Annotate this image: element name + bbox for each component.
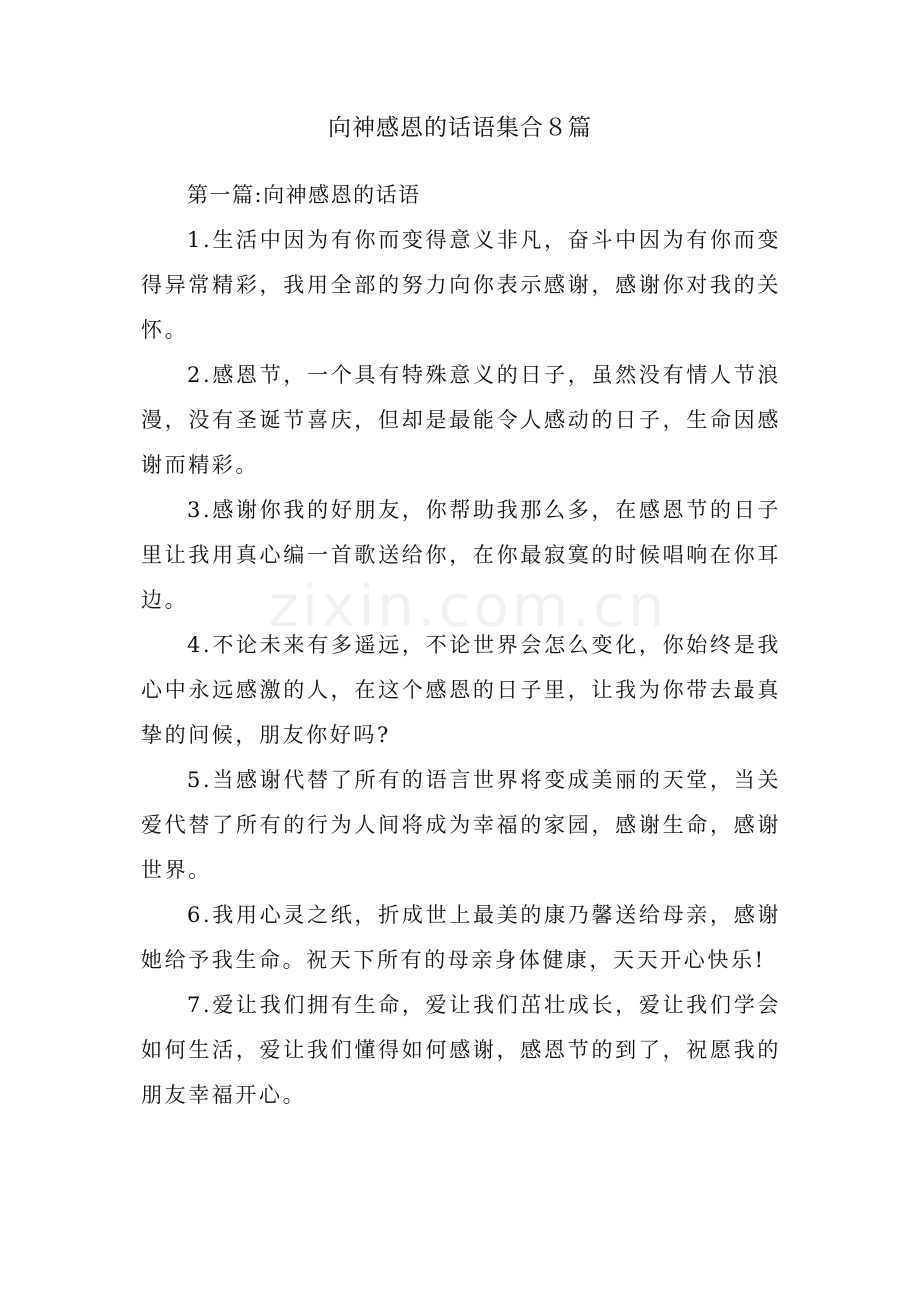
paragraph-6: 6.我用心灵之纸，折成世上最美的康乃馨送给母亲，感谢她给予我生命。祝天下所有的母亲身体健康，天天开心快乐!	[141, 903, 781, 972]
paragraph-7: 7.爱让我们拥有生命，爱让我们茁壮成长，爱让我们学会如何生活，爱让我们懂得如何感谢，感恩节的到了，祝愿我的朋友幸福开心。	[141, 993, 781, 1107]
paragraph-2: 2.感恩节，一个具有特殊意义的日子，虽然没有情人节浪漫，没有圣诞节喜庆，但却是最能令人感动的日子，生命因感谢而精彩。	[141, 363, 781, 477]
paragraph-3: 3.感谢你我的好朋友，你帮助我那么多，在感恩节的日子里让我用真心编一首歌送给你，在你最寂寞的时候唱响在你耳边。	[141, 498, 781, 612]
paragraph-1: 1.生活中因为有你而变得意义非凡，奋斗中因为有你而变得异常精彩，我用全部的努力向你表示感谢，感谢你对我的关怀。	[141, 228, 781, 342]
paragraph-4: 4.不论未来有多遥远，不论世界会怎么变化，你始终是我心中永远感激的人，在这个感恩的日子里，让我为你带去最真挚的问候，朋友你好吗?	[141, 633, 781, 747]
watermark: zixin.com.cn	[268, 572, 668, 640]
document-title: 向神感恩的话语集合８篇	[328, 115, 592, 141]
section-heading: 第一篇:向神感恩的话语	[187, 183, 421, 207]
paragraph-5: 5.当感谢代替了所有的语言世界将变成美丽的天堂，当关爱代替了所有的行为人间将成为幸福的家园，感谢生命，感谢世界。	[141, 768, 781, 882]
document-body	[141, 172, 781, 1118]
